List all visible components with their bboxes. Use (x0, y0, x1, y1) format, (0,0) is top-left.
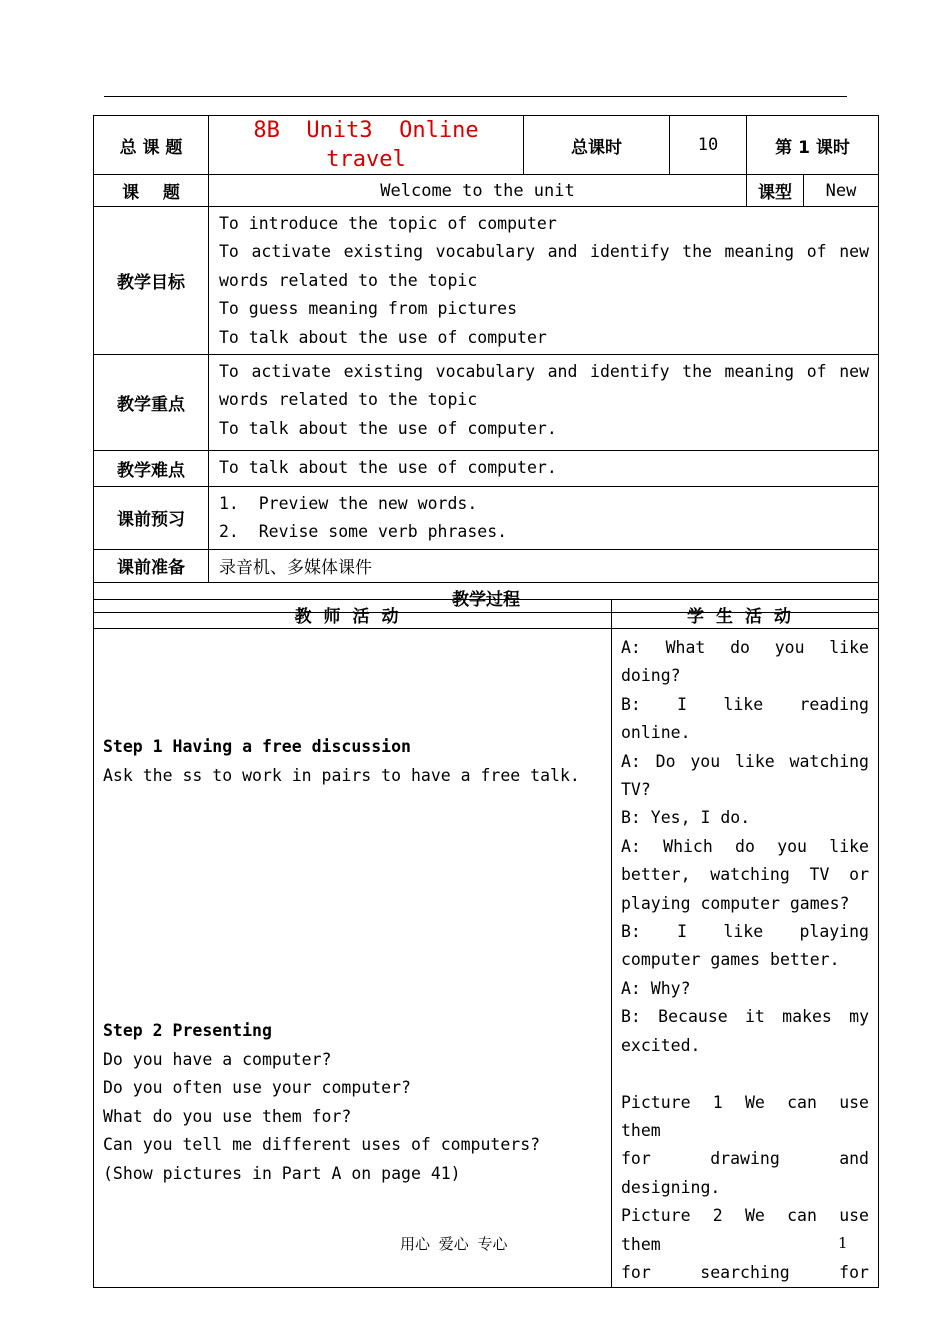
student-line: TV? (621, 780, 651, 800)
blank-line (103, 875, 603, 903)
student-line: A: What do you like (621, 638, 869, 657)
process-head-row (94, 600, 879, 629)
teacher-line: Ask the ss to work in pairs to have a free talk. (103, 765, 580, 785)
student-line: B: I like playing (621, 922, 869, 942)
preview-line: 2. Revise some verb phrases. (219, 522, 508, 542)
objective-line: To talk about the use of computer (219, 327, 547, 347)
student-line: playing computer games? (621, 893, 850, 913)
topic-label: 总 课 题 (94, 116, 209, 175)
key-point-line: words related to the topic (219, 390, 478, 410)
process-title: 教学过程 (94, 582, 879, 612)
header-rule (104, 96, 847, 97)
period-label: 第 1 课时 (747, 116, 879, 175)
blank-line (103, 961, 603, 989)
student-line: Picture 2 We can use them (621, 1206, 869, 1254)
objective-line: To guess meaning from pictures (219, 299, 518, 319)
student-line: B: Because it makes my (621, 1007, 869, 1027)
lesson-title-label: 课 题 (94, 175, 209, 207)
student-line: excited. (621, 1035, 701, 1055)
blank-line (103, 932, 603, 960)
topic-row (94, 116, 879, 175)
student-line: for drawing and (621, 1149, 869, 1169)
key-point-line: To talk about the use of computer. (219, 418, 557, 438)
step-heading: Step 2 Presenting (103, 1021, 272, 1041)
total-periods-value: 10 (670, 116, 747, 175)
blank-line (621, 1060, 869, 1088)
student-line: better, watching TV or (621, 865, 869, 885)
student-line: doing? (621, 666, 681, 686)
student-line: Picture 1 We can use them (621, 1092, 869, 1140)
topic-line-2: travel (326, 147, 406, 172)
preview-label: 课前预习 (94, 487, 209, 550)
lesson-title-value: Welcome to the unit (209, 175, 747, 207)
preview-row (94, 487, 879, 550)
key-point-line: To activate existing vocabulary and identify the meaning of new (219, 362, 870, 382)
student-line: designing. (621, 1177, 721, 1197)
blank-line (103, 904, 603, 932)
page-number: 1 (838, 1234, 848, 1252)
teacher-activity-head: 教师活动 (94, 600, 612, 629)
teacher-line: What do you use them for? (103, 1106, 352, 1126)
lesson-row (94, 175, 879, 207)
student-line: for searching for (621, 1262, 869, 1282)
difficulties-row (94, 451, 879, 487)
blank-line (103, 790, 603, 818)
student-line: B: I like reading online. (621, 694, 869, 743)
preparation-value: 录音机、多媒体课件 (209, 549, 879, 582)
process-body-row (94, 629, 879, 1288)
objective-line: To introduce the topic of computer (219, 214, 557, 233)
lesson-plan-table (93, 115, 879, 613)
objectives-label: 教学目标 (94, 207, 209, 355)
total-periods-label: 总课时 (524, 116, 670, 175)
blank-line (103, 989, 603, 1017)
difficulties-label: 教学难点 (94, 451, 209, 487)
process-table (93, 599, 879, 1288)
difficulties-content (209, 451, 879, 487)
key-points-row (94, 355, 879, 451)
blank-line (103, 819, 603, 847)
step-heading: Step 1 Having a free discussion (103, 737, 411, 757)
blank-line (103, 847, 603, 875)
preparation-row (94, 549, 879, 582)
student-line: computer games better. (621, 950, 840, 970)
lesson-type-value: New (804, 175, 879, 207)
teacher-line: (Show pictures in Part A on page 41) (103, 1163, 461, 1183)
student-line: A: Why? (621, 978, 691, 998)
teacher-line: Do you have a computer? (103, 1049, 332, 1069)
lesson-type-label: 课型 (747, 175, 804, 207)
teacher-activity (94, 629, 612, 1288)
student-line: A: Which do you like (621, 836, 869, 856)
difficulties-text: To talk about the use of computer. (219, 458, 557, 478)
preview-line: 1. Preview the new words. (219, 494, 478, 514)
topic-line-1: 8B Unit3 Online (253, 118, 479, 143)
preparation-label: 课前准备 (94, 549, 209, 582)
student-line: B: Yes, I do. (621, 808, 751, 828)
objective-line: words related to the topic (219, 270, 478, 290)
objectives-content (209, 207, 879, 355)
key-points-content (209, 355, 879, 451)
teacher-line: Do you often use your computer? (103, 1078, 411, 1098)
key-points-label: 教学重点 (94, 355, 209, 451)
objectives-row (94, 207, 879, 355)
teacher-line: Can you tell me different uses of computers? (103, 1135, 541, 1155)
student-activity-head: 学生活动 (612, 600, 879, 629)
preview-content (209, 487, 879, 550)
topic-value (209, 116, 524, 175)
footer-motto: 用心 爱心 专心 (400, 1235, 508, 1253)
student-line: A: Do you like watching (621, 751, 869, 771)
objective-line: To activate existing vocabulary and identify the meaning of new (219, 242, 870, 262)
student-activity (612, 629, 879, 1288)
